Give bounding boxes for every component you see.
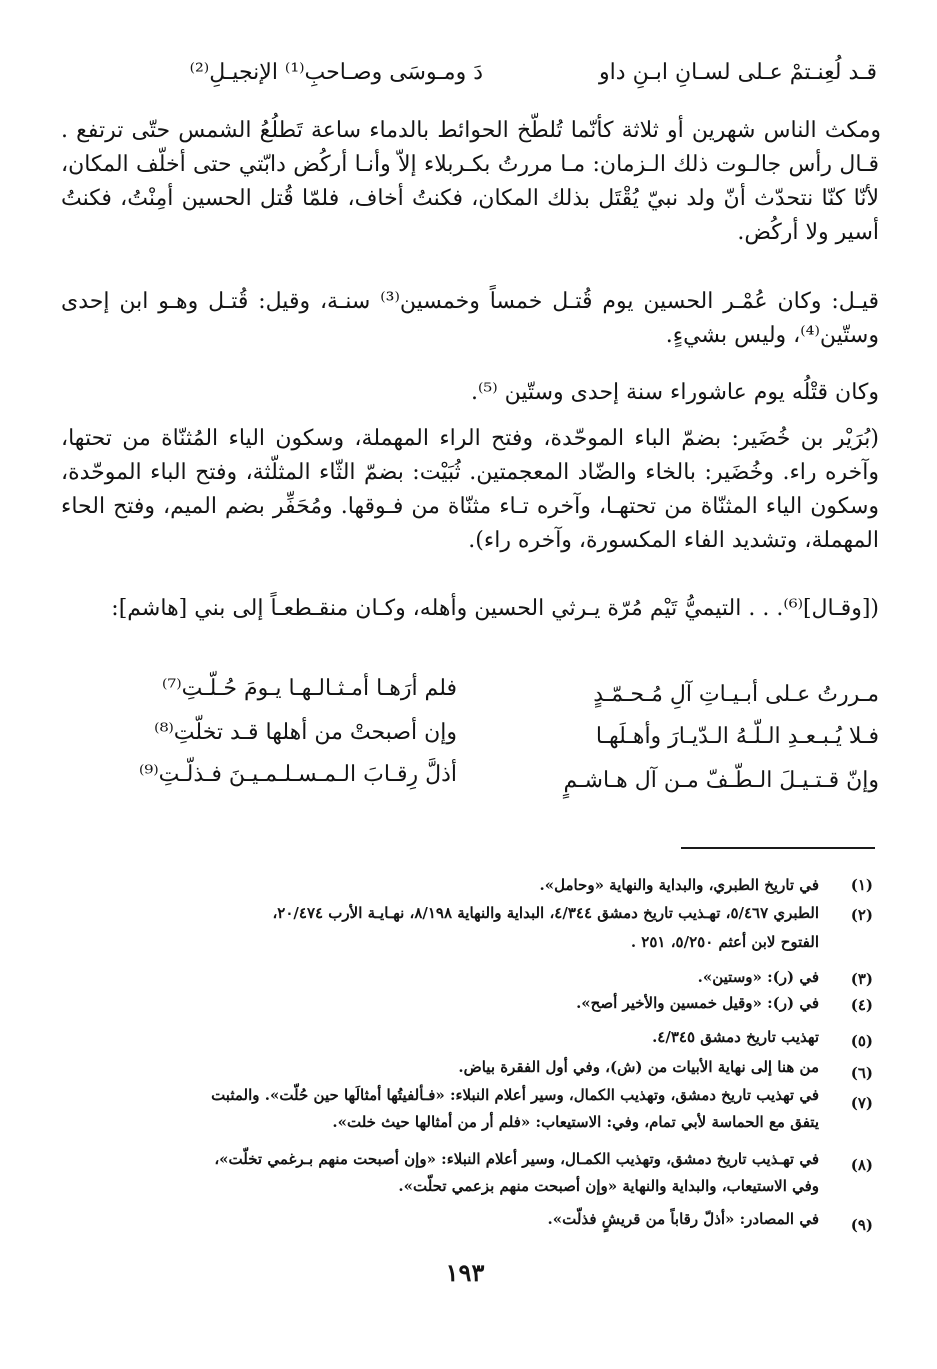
footnote-number: (٢) bbox=[850, 906, 873, 924]
footnote-text: في (ر): «وقيل خمسين والأخير أصح». bbox=[576, 994, 819, 1012]
footnote-number: (٤) bbox=[850, 996, 873, 1014]
poem-verse-2-left: وإن أصبحتْ من أهلها قـد تخلّتِ⁽⁸⁾ bbox=[154, 720, 457, 745]
footnote-number: (١) bbox=[850, 876, 873, 894]
poem-verse-2-right: فـلا يُـبـعـدِ الـلّـهُ الـدّيـارَ وأهـلَهـا bbox=[595, 724, 879, 749]
poem-verse-3-right: وإنّ قـتـيـلَ الـطّـفّ مـن آل هـاشـمٍ bbox=[563, 768, 879, 793]
footnote-text: في (ر): «وستين». bbox=[697, 968, 819, 986]
footnote-text: في المصادر: «أذلّ رقاباً من قريشٍ فذلّت». bbox=[547, 1210, 819, 1228]
paragraph-poem-intro: ([وقـال]⁽⁶⁾. . . التيميُّ تَيْم مُرّة يـرثي الحسين وأهله، وكـان منقـطعـاً إلى بني [هاشم]: bbox=[111, 596, 879, 621]
footnote-number: (٣) bbox=[850, 970, 873, 988]
page-number: ١٩٣ bbox=[445, 1258, 485, 1287]
poem-verse-3-left: أذلَّ رِقـابَ الـمـسـلـمـيـنَ فـذلّـتِ⁽⁹⁾ bbox=[139, 762, 457, 787]
footnote-number: (٦) bbox=[850, 1064, 873, 1082]
paragraph-age-of-hussein: قيـل: وكان عُمْـر الحسين يوم قُتـل خمساً وخمسين⁽³⁾ سنـة، وقيل: قُتـل وهـو ابن إحدى وستّين⁽⁴⁾، وليس بشيءٍ. bbox=[61, 289, 880, 348]
paragraph-date-of-death: وكان قتْلُه يوم عاشوراء سنة إحدى وستّين ⁽⁵⁾. bbox=[470, 380, 879, 405]
paragraph-name-vocalization: (بُرَيْر بن خُضَير: بضمّ الباء الموحّدة، وفتح الراء المهملة، وسكون الياء المُثنّاة من تحتها، وآخره راء. وخُضَير: بالخاء والضّاد المعجمتين. ثُبَيْت: بضمّ الثّاء المثلّثة، وفتح الباء الموحّدة، وسكون الياء المثنّاة من تحتهـا، وآخره تـاء مثنّاة من فـوقها. ومُحَفِّر بضم الميم، وفتح الحاء المهملة، وتشديد الفاء المكسورة، وآخره راء). bbox=[61, 426, 879, 553]
footnote-separator bbox=[681, 847, 875, 849]
footnote-text: في تاريخ الطبري، والبداية والنهاية «وحامل». bbox=[539, 876, 819, 894]
poem-verse-1-right: مـررتُ عـلى أبـيـاتِ آلِ مُـحـمّـدٍ bbox=[593, 682, 879, 707]
footnote-number: (٨) bbox=[850, 1156, 873, 1174]
footnote-text: الطبري ٥/٤٦٧، تهـذيب تاريخ دمشق ٤/٣٤٤، البداية والنهاية ٨/١٩٨، نهـايـة الأرب ٢٠/٤٧٤، الفتوح لابن أعثم ٥/٢٥٠، ٢٥١ . bbox=[272, 904, 819, 951]
footnote-text: في تهذيب تاريخ دمشق، وتهذيب الكمال، وسير أعلام النبلاء: «فـألفيتُها أمثالَها حين حُلّت». والمثبت يتفق مع الحماسة لأبي تمام، وفي: الاستيعاب: «فلم أر من أمثالها حيث خلت». bbox=[211, 1086, 819, 1131]
footnote-text: من هنا إلى نهاية الأبيات من (ش)، وفي أول الفقرة بياض. bbox=[458, 1058, 819, 1076]
paragraph-after-death: ومكث الناس شهرين أو ثلاثة كأنّما تُلطّخ الحوائط بالدماء ساعة تَطلُعُ الشمس حتّى ترتفع . قـال رأس جالـوت ذلك الـزمان: مـا مررتُ بكـربلاء إلاّ وأنـا أركُض دابّتي حتى أخلّف المكان، لأنّا كنّا نتحدّث أنّ ولد نبيّ يُقْتَل بذلك المكان، فكنتُ أخاف، فلمّا قُتل الحسين أمِنْتُ، فكنتُ أسير ولا أركُض. bbox=[61, 118, 881, 245]
footnote-text: تهذيب تاريخ دمشق ٤/٣٤٥. bbox=[652, 1028, 819, 1046]
top-verse-left-hemistich: دَ ومـوسَى وصـاحبِ⁽¹⁾ الإنجيـلِ⁽²⁾ bbox=[189, 60, 483, 85]
footnote-number: (٥) bbox=[850, 1032, 873, 1050]
footnote-number: (٧) bbox=[850, 1094, 873, 1112]
footnote-number: (٩) bbox=[850, 1216, 873, 1234]
top-verse-right-hemistich: قـد لُعِنـتمْ عـلى لسـانِ ابـنِ داو bbox=[599, 60, 877, 85]
footnote-text: في تهـذيب تاريخ دمشق، وتهذيب الكمـال، وسير أعلام النبلاء: «وإن أصبحت منهم بـرغمي تخلّت»، وفي الاستيعاب، والبداية والنهاية «وإن أصبحت منهم بزعمي تحلّت». bbox=[214, 1150, 819, 1195]
poem-verse-1-left: فلم أرَهـا أمـثـالـهـا يـومَ حُـلّـتِ⁽⁷⁾ bbox=[161, 676, 457, 701]
